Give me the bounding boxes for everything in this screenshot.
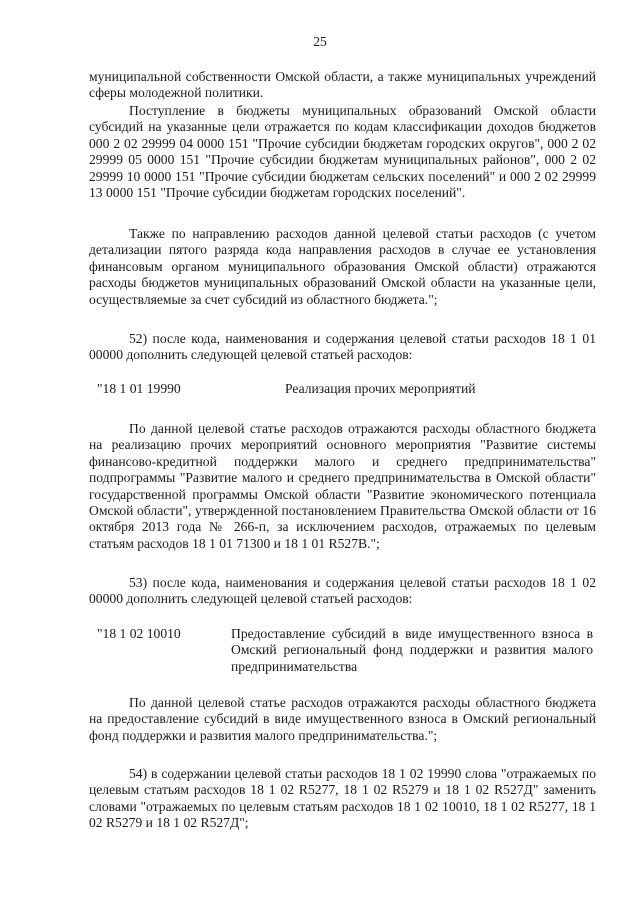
page-number: 25 <box>313 34 327 49</box>
paragraph-expenditure-direction: Также по направлению расходов данной целевой статьи расходов (с учетом детализации пятого разряда кода направления расходов в случае ее установления финансовым органом муниципального образования Омской области) отражаются расходы бюджетов муниципальных образований Омской области на указанные цели, осуществляемые за счет субсидий из областного бюджета."; <box>89 226 596 307</box>
paragraph-revenue-codes: Поступление в бюджеты муниципальных образований Омской области субсидий на указанные цели отражается по кодам классификации доходов бюджетов 000 2 02 29999 04 0000 151 "Прочие субсидии бюджетам городских округов", 000 2 02 29999 05 0000 151 "Прочие субсидии бюджетам муниципальных районов", 000 2 02 29999 10 0000 151 "Прочие субсидии бюджетам сельских поселений" и 000 2 02 29999 13 0000 151 "Прочие субсидии бюджетам городских поселений". <box>89 103 596 201</box>
target-article-title: Предоставление субсидий в виде имущественного взноса в Омский региональный фонд поддержки и развития малого предпринимательства <box>231 626 593 674</box>
target-article-code: "18 1 01 19990 <box>97 381 181 396</box>
target-article-code: "18 1 02 10010 <box>97 626 181 641</box>
paragraph-item-52: 52) после кода, наименования и содержания целевой статьи расходов 18 1 01 00000 дополнить следующей целевой статьей расходов: <box>89 331 596 363</box>
target-article-title: Реализация прочих мероприятий <box>285 381 476 396</box>
paragraph-item-53: 53) после кода, наименования и содержания целевой статьи расходов 18 1 02 00000 дополнить следующей целевой статьей расходов: <box>89 575 596 607</box>
paragraph-article-content-1: По данной целевой статье расходов отражаются расходы областного бюджета на реализацию прочих мероприятий основного мероприятия "Развитие системы финансово-кредитной поддержки малого и среднего предпринимательства" подпрограммы "Развитие малого и среднего предпринимательства в Омской области" государственной программы Омской области "Развитие экономического потенциала Омской области", утвержденной постановлением Правительства Омской области от 16 октября 2013 года № 266-п, за исключением расходов, отражаемых по целевым статьям расходов 18 1 01 71300 и 18 1 01 R527В."; <box>89 421 596 551</box>
paragraph-continuation: муниципальной собственности Омской области, а также муниципальных учреждений сферы молодежной политики. <box>89 69 596 101</box>
paragraph-item-54: 54) в содержании целевой статьи расходов 18 1 02 19990 слова "отражаемых по целевым статьям расходов 18 1 02 R5277, 18 1 02 R5279 и 18 1 02 R527Д" заменить словами "отражаемых по целевым статьям расходов 18 1 02 10010, 18 1 02 R5277, 18 1 02 R5279 и 18 1 02 R527Д"; <box>89 766 596 831</box>
paragraph-article-content-2: По данной целевой статье расходов отражаются расходы областного бюджета на предоставление субсидий в виде имущественного взноса в Омский региональный фонд поддержки и развития малого предпринимательства."; <box>89 695 596 743</box>
